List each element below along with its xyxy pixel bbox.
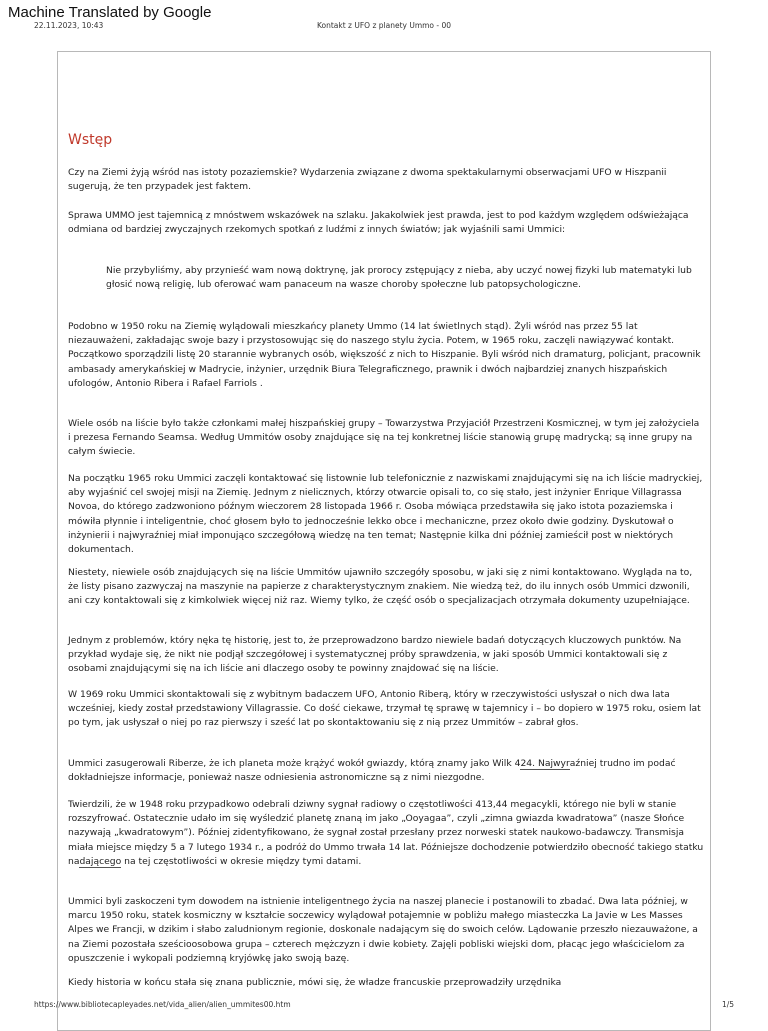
print-date: 22.11.2023, 10:43 bbox=[34, 21, 104, 30]
paragraph-3: Podobno w 1950 roku na Ziemię wylądowali mieszkańcy planety Ummo (14 lat świetlnych stąd). Żyli wśród nas przez 55 lat niezauważeni, zakładając swoje bazy i przystosowując się do naszego stylu życia. Potem, w 1965 roku, zaczęli nawiązywać kontakt. Początkowo sporządzili listę 20 starannie wybranych osób, większość z nich to Hiszpanie. Byli wśród nich dramaturg, policjant, pracownik ambasady amerykańskiej w Madrycie, inżynier, urzędnik Biura Telegraficznego, prawnik i dwóch najbardziej znanych hiszpańskich ufologów, Antonio Ribera i Rafael Farriols . bbox=[68, 321, 701, 389]
underlined-text: 24. Najwyr bbox=[520, 758, 570, 769]
article-page bbox=[57, 51, 711, 1031]
section-heading: Wstęp bbox=[68, 132, 113, 148]
blockquote: Nie przybyliśmy, aby przynieść wam nową doktrynę, jak prorocy zstępujący z nieba, aby uczyć nowej fizyki lub matematyki lub głosić nową religię, lub oferować wam panaceum na wasze choroby społeczne lub patopsychologiczne. bbox=[106, 265, 692, 291]
page-number: 1/5 bbox=[722, 1000, 735, 1009]
paragraph-1: Czy na Ziemi żyją wśród nas istoty pozaziemskie? Wydarzenia związane z dwoma spektakularnymi obserwacjami UFO w Hiszpanii sugerują, że ten przypadek jest faktem. bbox=[68, 167, 667, 193]
print-page-title: Kontakt z UFO z planety Ummo - 00 bbox=[316, 21, 452, 30]
paragraph-10-text-b: na tej częstotliwości w okresie między tymi datami. bbox=[121, 855, 362, 867]
paragraph-4: Wiele osób na liście było także członkami małej hiszpańskiej grupy – Towarzystwa Przyjaciół Przestrzeni Kosmicznej, w tym jej założyciela i prezesa Fernando Seamsa. Według Ummitów osoby znajdujące się na tej konkretnej liście stanowią grupę madrycką; są inne grupy na całym świecie. bbox=[68, 418, 700, 458]
paragraph-2: Sprawa UMMO jest tajemnicą z mnóstwem wskazówek na szlaku. Jakakolwiek jest prawda, jest to pod każdym względem odświeżająca odmiana od bardziej zwyczajnych rzekomych spotkań z ludźmi z innych światów; jak wyjaśnili sami Ummici: bbox=[68, 210, 689, 236]
paragraph-9-text-a: Ummici zasugerowali Riberze, że ich planeta może krążyć wokół gwiazdy, którą znamy jako Wilk 4 bbox=[68, 758, 521, 769]
underlined-text: dającego bbox=[79, 855, 122, 867]
paragraph-5: Na początku 1965 roku Ummici zaczęli kontaktować się listownie lub telefonicznie z nazwiskami znajdującymi się na ich liście madryckiej, aby wyjaśnić cel swojej misji na Ziemię. Jednym z nielicznych, którzy otwarcie opisali to, co się stało, jest inżynier Enrique Villagrassa Novoa, do którego zadzwoniono późnym wieczorem 28 listopada 1966 r. Osoba mówiąca przedstawiła się jako istota pozaziemska i mówiła płynnie i inteligentnie, choć głosem było to jednocześnie lekko obce i mechaniczne, przez około dwie godziny. Dyskutował o inżynierii i najwyraźniej miał imponująco szczegółową wiedzę na ten temat; Następnie kilka dni później zamieścił post w niektórych dokumentach. bbox=[68, 473, 703, 556]
paragraph-10-text-a: Twierdzili, że w 1948 roku przypadkowo odebrali dziwny sygnał radiowy o częstotliwości 413,44 megacykli, którego nie byli w stanie rozszyfrować. Ostatecznie udało im się wyśledzić planetę znaną im jako „Ooyagaa”, czyli „zimna gwiazda kwadratowa” (nasze Słońce nazywają „kwadratowym”). Później zidentyfikowano, że sygnał został przesłany przez norweski statek naukowo-badawczy. Transmisja miała miejsce między 5 a 7 lutego 1934 r., a podróż do Ummo trwała 14 lat. Późniejsze dochodzenie potwierdziło obecność takiego statku na bbox=[68, 799, 704, 867]
paragraph-9 bbox=[68, 757, 704, 785]
paragraph-9-text-b: aźniej trudno im podać dokładniejsze informacje, ponieważ nasze odniesienia astronomiczne są z nimi niezgodne. bbox=[68, 758, 676, 784]
paragraph-11: Ummici byli zaskoczeni tym dowodem na istnienie inteligentnego życia na naszej planecie i postanowili to zbadać. Dwa lata później, w marcu 1950 roku, statek kosmiczny w kształcie soczewicy wylądował potajemnie w pobliżu małego miasteczka La Javie w Les Masses Alpes we Francji, w dzikim i słabo zaludnionym regionie, doskonale nadającym się do swoich celów. Lądowanie przeszło niezauważone, a na Ziemi pozostała sześcioosobowa grupa – czterech mężczyzn i dwie kobiety. Zajęli pobliski wiejski dom, płacąc jego właścicielom za opuszczenie i wykopali podziemną kryjówkę jako swoją bazę. bbox=[68, 896, 698, 964]
paragraph-6: Niestety, niewiele osób znajdujących się na liście Ummitów ujawniło szczegóły sposobu, w jaki się z nimi kontaktowano. Wygląda na to, że listy pisano zazwyczaj na maszynie na papierze z charakterystycznym znakiem. Nie wiedzą też, do ilu innych osób Ummici dzwonili, ani czy kontaktowali się z kimkolwiek więcej niż raz. Wiemy tylko, że część osób o specjalizacjach otrzymała dokumenty uzupełniające. bbox=[68, 567, 693, 607]
paragraph-12: Kiedy historia w końcu stała się znana publicznie, mówi się, że władze francuskie przeprowadziły urzędnika bbox=[68, 977, 562, 988]
paragraph-7: Jednym z problemów, który nęka tę historię, jest to, że przeprowadzono bardzo niewiele badań dotyczących kluczowych punktów. Na przykład wydaje się, że nikt nie podjął szczegółowej i systematycznej próby sprawdzenia, w jaki sposób Ummici kontaktowali się z osobami znajdującymi się na ich liście ani dlaczego osoby te powinny znajdować się na liście. bbox=[68, 635, 682, 675]
paragraph-8: W 1969 roku Ummici skontaktowali się z wybitnym badaczem UFO, Antonio Riberą, który w rzeczywistości usłyszał o nich dwa lata wcześniej, kiedy został przedstawiony Villagrassie. Co dość ciekawe, trzymał tę sprawę w tajemnicy i – bo dopiero w 1975 roku, osiem lat po tym, jak usłyszał o niej po raz pierwszy i sześć lat po skontaktowaniu się z nią przez Ummitów – zabrał głos. bbox=[68, 689, 701, 729]
machine-translated-banner: Machine Translated by Google bbox=[8, 4, 212, 21]
paragraph-10 bbox=[68, 798, 704, 869]
print-url: https://www.bibliotecapleyades.net/vida_alien/alien_ummites00.htm bbox=[34, 1000, 291, 1009]
